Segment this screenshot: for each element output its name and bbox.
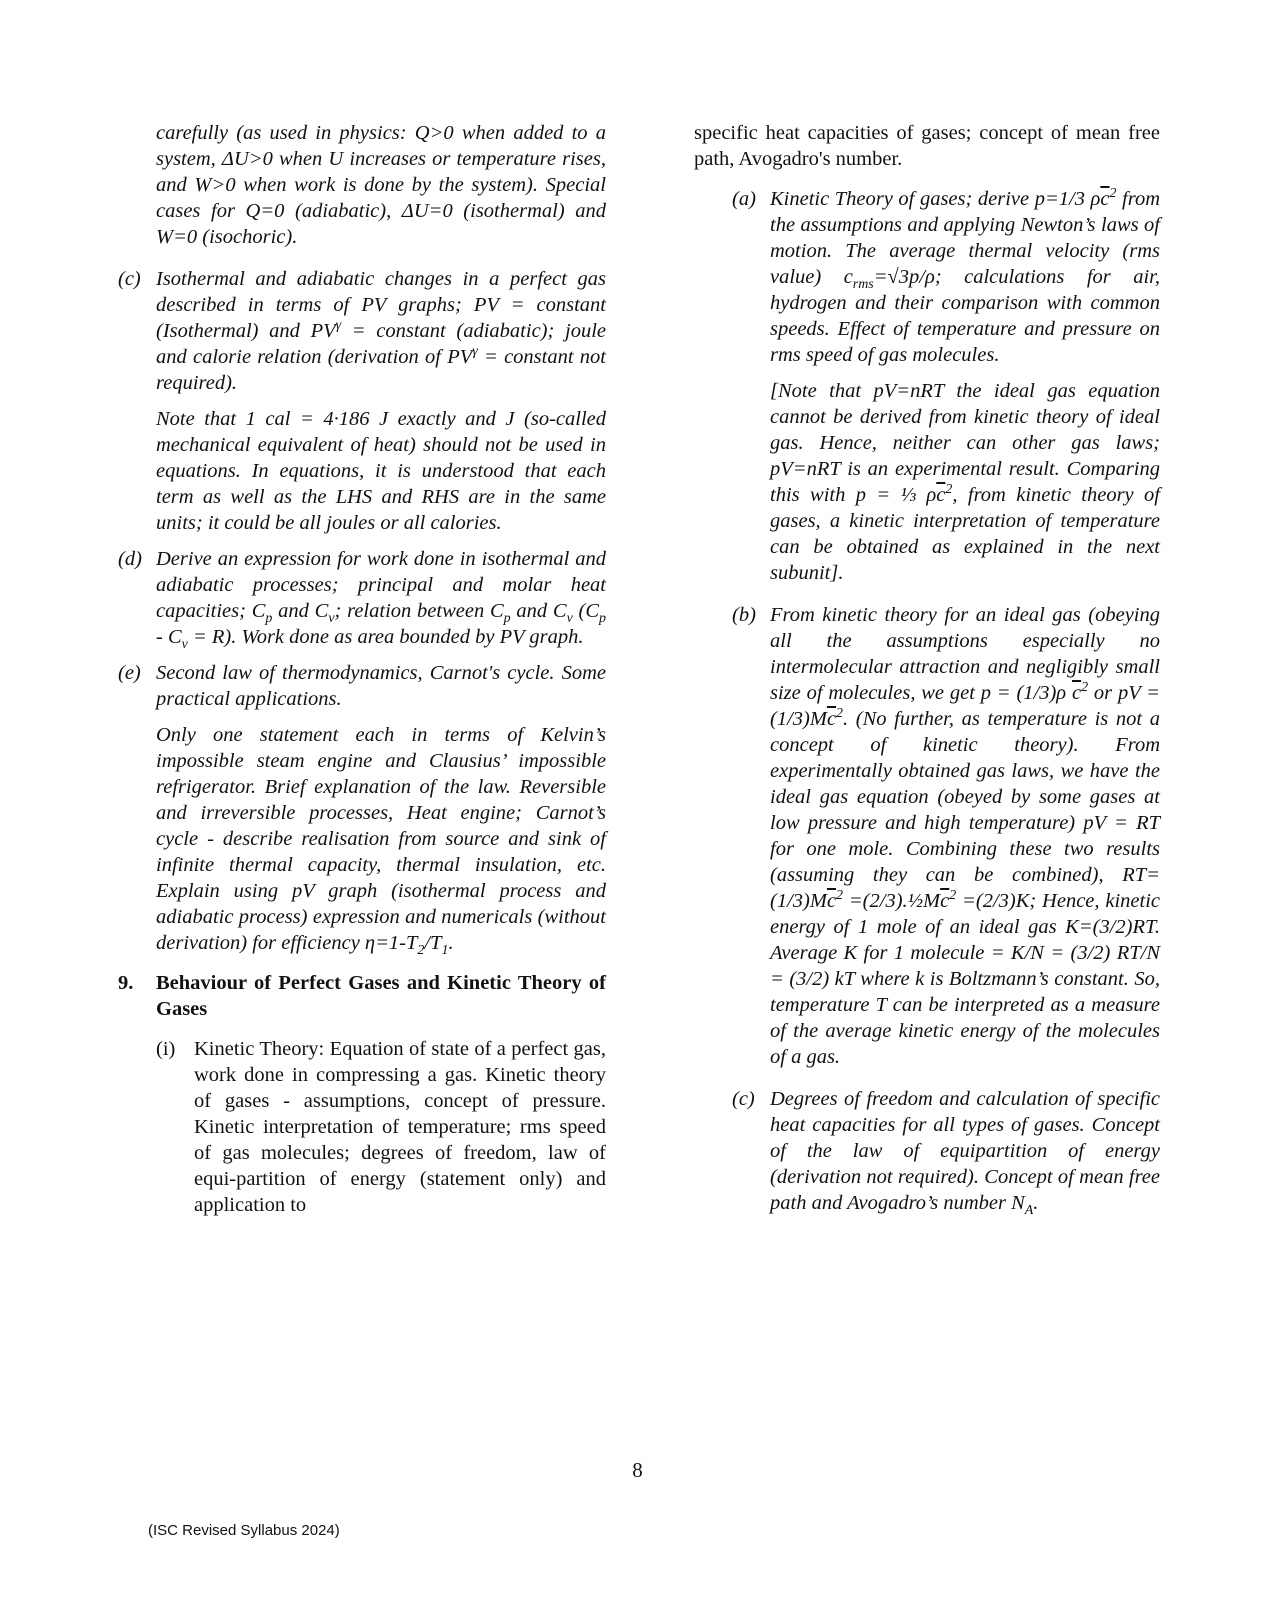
item-i-marker: (i) bbox=[156, 1038, 176, 1060]
left-column bbox=[118, 120, 606, 1218]
item-b-marker: (b) bbox=[732, 604, 756, 626]
item-e-marker: (e) bbox=[118, 662, 141, 684]
item-e-thermo bbox=[118, 660, 606, 959]
item-a-kinetic bbox=[732, 186, 1160, 586]
right-column bbox=[694, 120, 1161, 1219]
item-e-note: Only one statement each in terms of Kelvin’s impossible steam engine and Clausius’ impossible refrigerator. Brief explanation of the law. Reversible and irreversible processes, Heat engine; Carnot’s cycle - describe realisation from source and sink of infinite thermal capacity, thermal insulation, etc. Explain using pV graph (isothermal process and adiabatic process) expression and numericals (without derivation) for efficiency $\eta=1-T_2/T_1$. bbox=[156, 724, 606, 959]
right-intro-paragraph: specific heat capacities of gases; concept of mean free path, Avogadro's number. bbox=[694, 122, 1160, 170]
section-9-number: 9. bbox=[118, 972, 134, 994]
item-i-text: Kinetic Theory: Equation of state of a perfect gas, work done in compressing a gas. Kinetic theory of gases - assumptions, concept of pressure. Kinetic interpretation of temperature; rms speed of gas molecules; degrees of freedom, law of equi-partition of energy (statement only) and application to bbox=[194, 1038, 606, 1216]
section-9-heading bbox=[118, 970, 606, 1022]
item-c-thermo bbox=[118, 266, 606, 536]
item-c-note: Note that 1 cal = 4·186 J exactly and J (so-called mechanical equivalent of heat) should not be used in equations. In equations, it is understood that each term as well as the LHS and RHS are in the same units; it could be all joules or all calories. bbox=[156, 408, 606, 534]
page-number: 8 bbox=[632, 1458, 643, 1482]
left-intro-paragraph: carefully (as used in physics: Q>0 when added to a system, ΔU>0 when U increases or temperature rises, and W>0 when work is done by the system). Special cases for Q=0 (adiabatic), ΔU=0 (isothermal) and W=0 (isochoric). bbox=[156, 122, 606, 248]
item-a-marker: (a) bbox=[732, 188, 756, 210]
item-c-kinetic bbox=[732, 1086, 1160, 1219]
item-d-text: Derive an expression for work done in isothermal and adiabatic processes; principal and molar heat capacities; $C_p$ and $C_v$; relation between $C_p$ and $C_v$ $(C_p - C_v = R)$. Work done as area bounded by PV graph. bbox=[156, 548, 606, 653]
section-9-title: Behaviour of Perfect Gases and Kinetic Theory of Gases bbox=[156, 972, 606, 1020]
item-b-kinetic bbox=[732, 602, 1160, 1070]
item-e-text: Second law of thermodynamics, Carnot's cycle. Some practical applications. bbox=[156, 662, 606, 710]
item-a-text: Kinetic Theory of gases; derive p=1/3 $\rho\overline{c}^2$ from the assumptions and applying Newton’s laws of motion. The average thermal velocity (rms value) $c_{rms}=√3p/\rho$; calculations for air, hydrogen and their comparison with common speeds. Effect of temperature and pressure on rms speed of gas molecules. bbox=[770, 186, 1161, 366]
item-c-marker: (c) bbox=[118, 268, 141, 290]
item-c2-text: Degrees of freedom and calculation of specific heat capacities for all types of gases. Concept of the law of equipartition of energy (derivation not required). Concept of mean free path and Avogadro’s number $N_A$. bbox=[770, 1088, 1160, 1219]
item-d-marker: (d) bbox=[118, 548, 142, 570]
item-b-text: From kinetic theory for an ideal gas (obeying all the assumptions especially no intermolecular attraction and negligibly small size of molecules, we get p = (1/3)ρ $\overline{c}^2$ or pV = $(1/3)M\overline{c}^2$. (No further, as temperature is not a concept of kinetic theory). From experimentally obtained gas laws, we have the ideal gas equation (obeyed by some gases at low pressure and high temperature) pV = RT for one mole. Combining these two results (assuming they can be combined), $RT=(1/3)M\overline{c}^2$ $=(2/3).\frac{1}{2}M\overline{c}^2 =(2/3)K$; Hence, kinetic energy of 1 mole of an ideal gas K=(3/2)RT. Average K for 1 molecule = K/N = (3/2) RT/N = (3/2) kT where k is Boltzmann’s constant. So, temperature T can be interpreted as a measure of the average kinetic energy of the molecules of a gas. bbox=[770, 604, 1161, 1068]
item-d-thermo bbox=[118, 546, 606, 653]
item-c-text: Isothermal and adiabatic changes in a perfect gas described in terms of PV graphs; PV = constant (Isothermal) and $PV^\gamma$ = constant (adiabatic); joule and calorie relation (derivation of $PV^\gamma$ = constant not required). bbox=[156, 268, 606, 394]
item-i-kinetic bbox=[118, 1036, 606, 1218]
footer-syllabus-label: (ISC Revised Syllabus 2024) bbox=[148, 1522, 340, 1539]
item-c2-marker: (c) bbox=[732, 1088, 755, 1110]
item-a-note: [Note that pV=nRT the ideal gas equation cannot be derived from kinetic theory of ideal gas. Hence, neither can other gas laws; pV=nRT is an experimental result. Comparing this with p = ⅓ $\rho\overline{c}^2$, from kinetic theory of gases, a kinetic interpretation of temperature can be obtained as explained in the next subunit]. bbox=[770, 380, 1161, 584]
